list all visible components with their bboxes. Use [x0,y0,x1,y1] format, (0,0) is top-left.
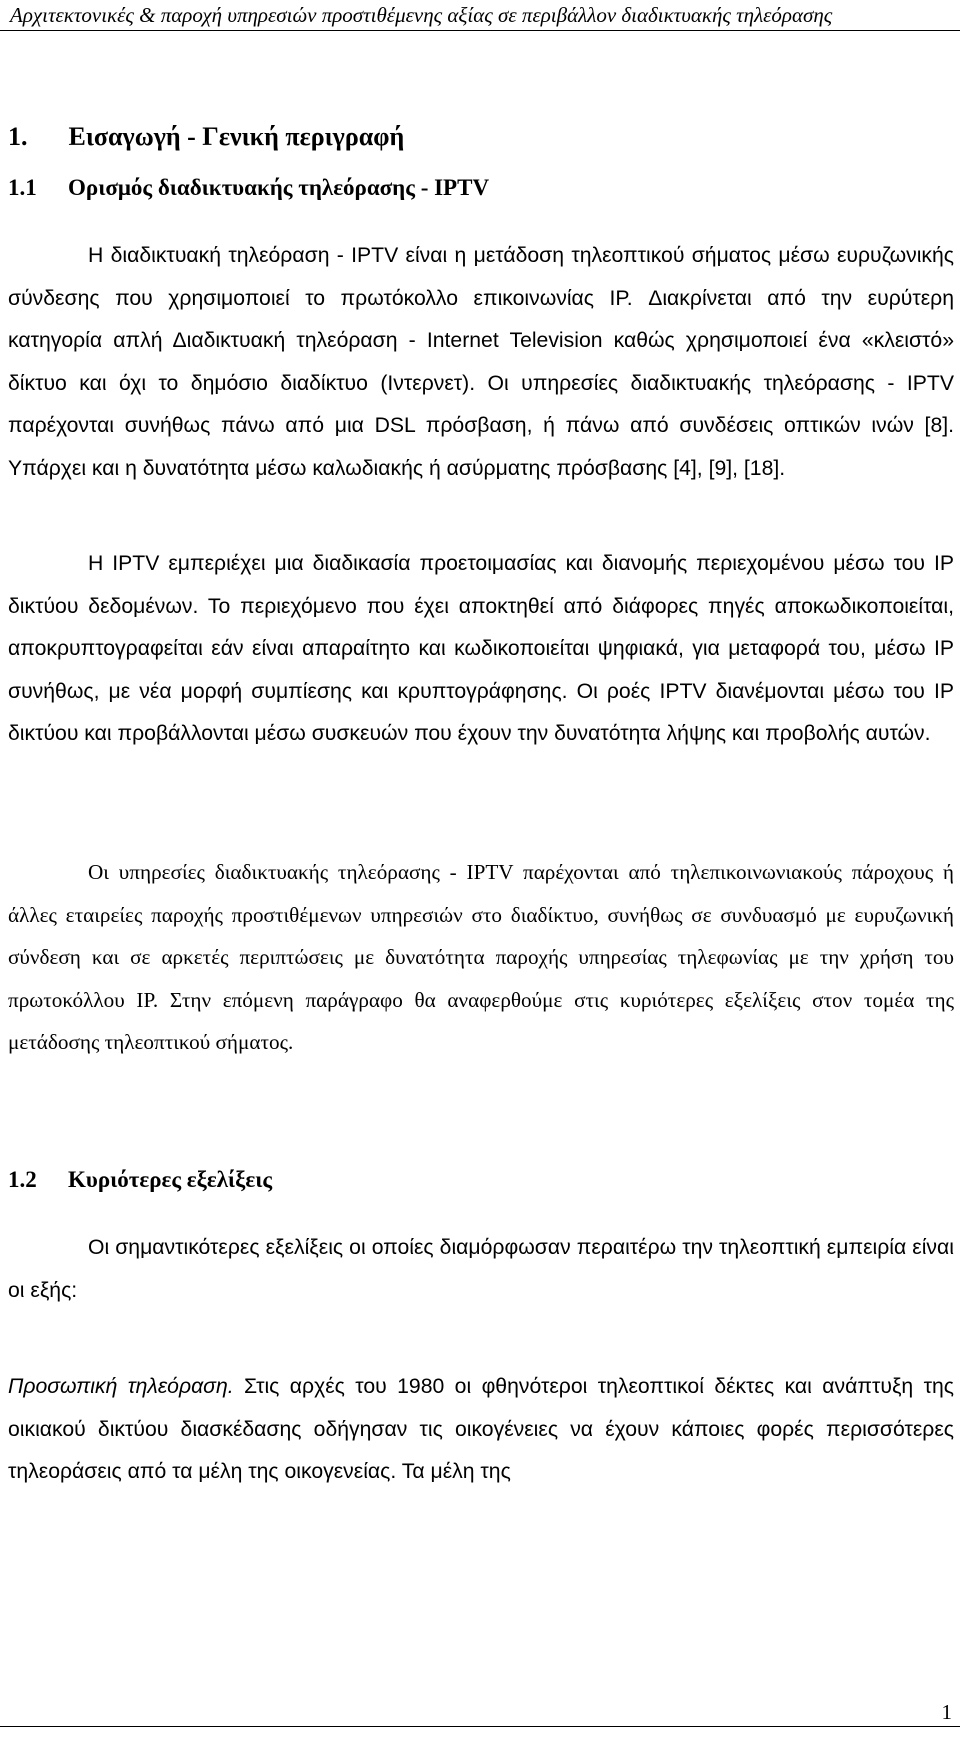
section-number: 1.2 [8,1167,37,1192]
chapter-heading [8,120,404,154]
footer-rule [0,1726,960,1727]
section-title: Ορισμός διαδικτυακής τηλεόρασης - IPTV [68,175,490,200]
section-heading-1-2 [8,1164,272,1196]
section-heading-1-1 [8,172,489,204]
section-number: 1.1 [8,175,37,200]
chapter-number: 1. [8,122,28,151]
paragraph-iptv-definition: Η διαδικτυακή τηλεόραση - IPTV είναι η μετάδοση τηλεοπτικού σήματος μέσω ευρυζωνικής σύνδεσης που χρησιμοποιεί το πρωτόκολλο επικοινωνίας IP. Διακρίνεται από την ευρύτερη κατηγορία απλή Διαδικτυακή τηλεόραση - Internet Television καθώς χρησιμοποιεί ένα «κλειστό» δίκτυο και όχι το δημόσιο διαδίκτυο (Ιντερνετ). Οι υπηρεσίες διαδικτυακής τηλεόρασης - IPTV παρέχονται συνήθως πάνω από μια DSL πρόσβαση, ή πάνω από συνδέσεις οπτικών ινών [8]. Υπάρχει και η δυνατότητα μέσω καλωδιακής ή ασύρματης πρόσβασης [4], [9], [18]. [8,244,954,480]
paragraph-personal-tv [8,1366,954,1494]
personal-tv-term: Προσωπική τηλεόραση. [8,1375,234,1398]
running-header: Αρχιτεκτονικές & παροχή υπηρεσιών προστιθέμενης αξίας σε περιβάλλον διαδικτυακής τηλεόρασης [10,3,833,27]
section-title: Κυριότερες εξελίξεις [68,1167,273,1192]
paragraph-developments-intro: Οι σημαντικότερες εξελίξεις οι οποίες διαμόρφωσαν περαιτέρω την τηλεοπτική εμπειρία είναι οι εξής: [8,1236,954,1302]
personal-tv-text: Στις αρχές του 1980 οι φθηνότεροι τηλεοπτικοί δέκτες και ανάπτυξη της οικιακού δικτύου διασκέδασης οδήγησαν τις οικογένειες να έχουν κάποιες φορές περισσότερες τηλεοράσεις από τα μέλη της οικογενείας. Τα μέλη της [8,1375,954,1483]
paragraph-iptv-process: Η IPTV εμπεριέχει μια διαδικασία προετοιμασίας και διανομής περιεχομένου μέσω του IP δικτύου δεδομένων. Το περιεχόμενο που έχει αποκτηθεί από διάφορες πηγές αποκωδικοποιείται, αποκρυπτογραφείται εάν είναι απαραίτητο και κωδικοποιείται ψηφιακά, για μεταφορά του, μέσω IP συνήθως, με νέα μορφή συμπίεσης και κρυπτογράφησης. Οι ροές IPTV διανέμονται μέσω του IP δικτύου και προβάλλονται μέσω συσκευών που έχουν την δυνατότητα λήψης και προβολής αυτών. [8,552,954,745]
paragraph-iptv-providers: Οι υπηρεσίες διαδικτυακής τηλεόρασης - IPTV παρέχονται από τηλεπικοινωνιακούς πάροχους ή άλλες εταιρείες παροχής προστιθέμενων υπηρεσιών στο διαδίκτυο, συνήθως σε συνδυασμό με ευρυζωνική σύνδεση και σε αρκετές περιπτώσεις με δυνατότητα παροχής υπηρεσίας τηλεφωνίας με την χρήση του πρωτοκόλλου IP. Στην επόμενη παράγραφο θα αναφερθούμε στις κυριότερες εξελίξεις στον τομέα της μετάδοσης τηλεοπτικού σήματος. [8,860,954,1054]
chapter-title: Εισαγωγή - Γενική περιγραφή [68,122,405,151]
header-rule [0,30,960,31]
page-number: 1 [941,1700,952,1724]
